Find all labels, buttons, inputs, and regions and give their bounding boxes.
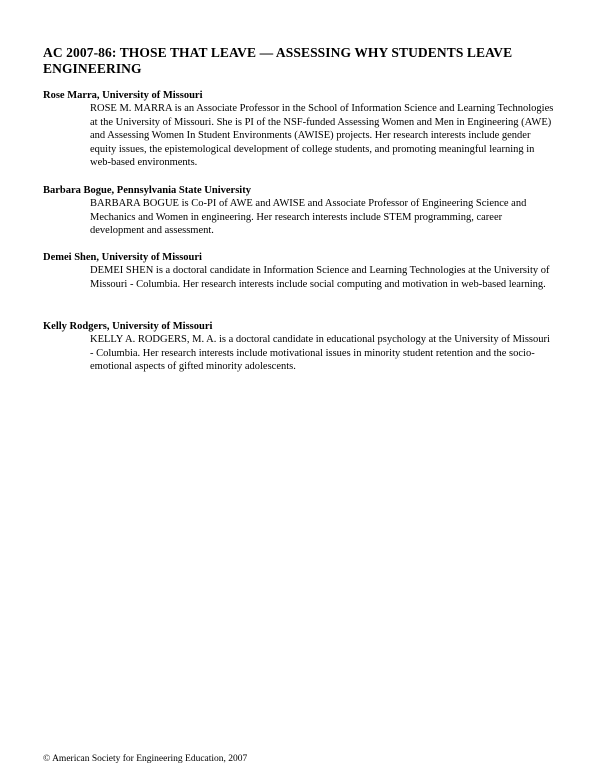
author-entry [43,320,563,374]
author-bio: ROSE M. MARRA is an Associate Professor in the School of Information Science and Learning Technologies at the University of Missouri. She is PI of the NSF-funded Assessing Women and Men in Engineering (AWE) and Assessing Women In Student Environments (AWISE) projects. Her research interests include gender equity issues, the epistemological development of college students, and promoting meaningful learning in web-based environments. [90,103,554,168]
author-name: Barbara Bogue, Pennsylvania State University [43,185,251,196]
author-name: Rose Marra, University of Missouri [43,90,203,101]
author-bio: BARBARA BOGUE is Co-PI of AWE and AWISE and Associate Professor of Engineering Science and Mechanics and Women in engineering. Her research interests include STEM programming, career development and assessment. [90,198,527,236]
paper-title: AC 2007-86: THOSE THAT LEAVE — ASSESSING WHY STUDENTS LEAVE ENGINEERING [43,45,513,76]
copyright-footer: © American Society for Engineering Education, 2007 [43,754,248,764]
author-entry [43,251,563,291]
author-name: Demei Shen, University of Missouri [43,252,202,263]
author-bio: DEMEI SHEN is a doctoral candidate in Information Science and Learning Technologies at the University of Missouri - Columbia. Her research interests include social computing and motivation in web-based learning. [90,265,550,290]
author-bio: KELLY A. RODGERS, M. A. is a doctoral candidate in educational psychology at the University of Missouri - Columbia. Her research interests include motivational issues in minority student retention and the socio-emotional aspects of gifted minority adolescents. [90,334,550,372]
author-entry [43,89,563,170]
author-entry [43,184,563,238]
author-name: Kelly Rodgers, University of Missouri [43,321,213,332]
